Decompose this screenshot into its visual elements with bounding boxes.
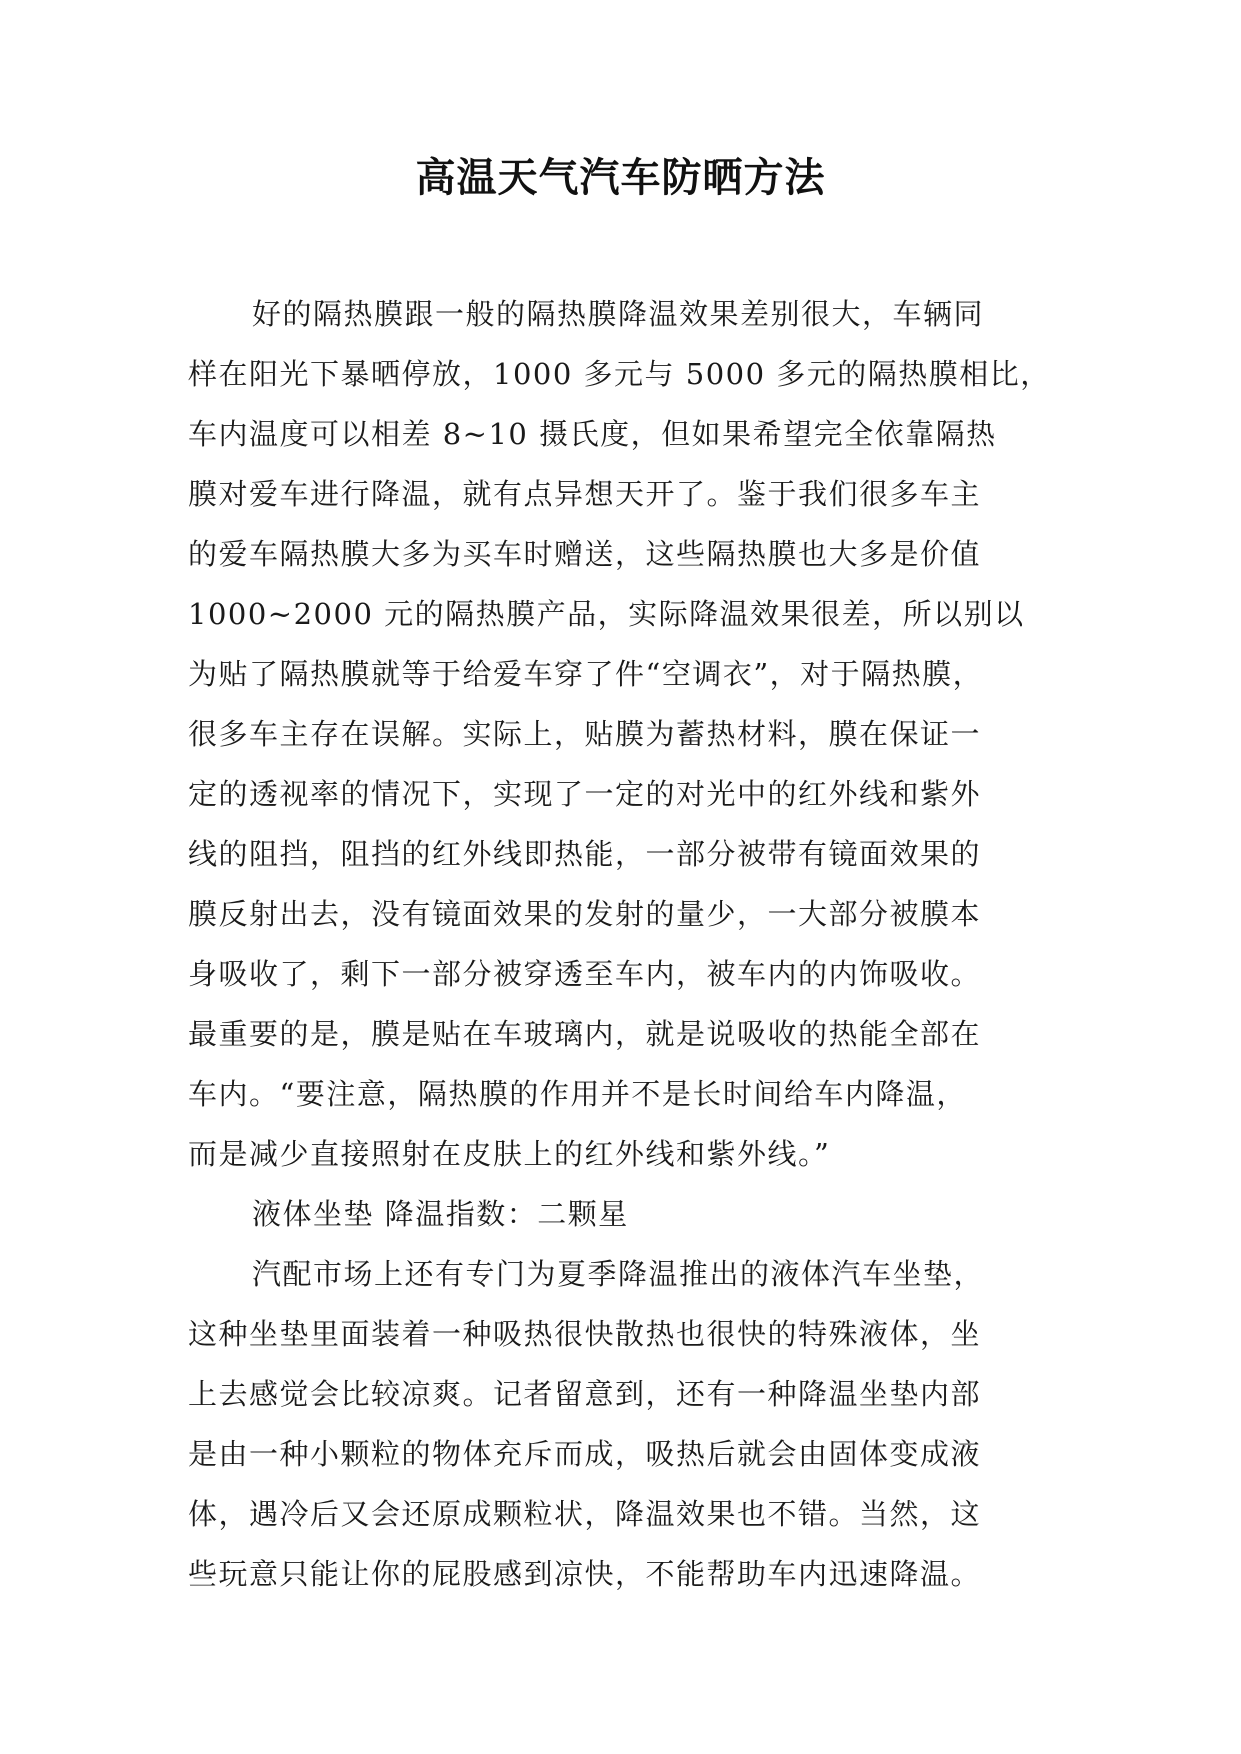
text-line: 而是减少直接照射在皮肤上的红外线和紫外线。” xyxy=(188,1137,831,1171)
text-line: 车内。“要注意，隔热膜的作用并不是长时间给车内降温， xyxy=(188,1077,967,1111)
section-heading-text: 液体坐垫 降温指数：二颗星 xyxy=(252,1197,629,1231)
document-body xyxy=(188,284,1068,1604)
paragraph-heat-film xyxy=(188,284,1068,1184)
section-heading-liquid-cushion xyxy=(188,1184,1068,1244)
paragraph-liquid-cushion xyxy=(188,1244,1068,1604)
text-line: 为贴了隔热膜就等于给爱车穿了件“空调衣”，对于隔热膜， xyxy=(188,657,984,691)
text-line: 1000~2000 元的隔热膜产品，实际降温效果很差，所以别以 xyxy=(188,597,1025,631)
text-line: 的爱车隔热膜大多为买车时赠送，这些隔热膜也大多是价值 xyxy=(188,537,982,571)
text-line: 膜反射出去，没有镜面效果的发射的量少，一大部分被膜本 xyxy=(188,897,982,931)
text-line: 这种坐垫里面装着一种吸热很快散热也很快的特殊液体，坐 xyxy=(188,1317,982,1351)
document-title: 高温天气汽车防晒方法 xyxy=(415,154,826,201)
text-line: 好的隔热膜跟一般的隔热膜降温效果差别很大，车辆同 xyxy=(252,297,985,331)
text-line: 很多车主存在误解。实际上，贴膜为蓄热材料，膜在保证一 xyxy=(188,717,982,751)
text-line: 定的透视率的情况下，实现了一定的对光中的红外线和紫外 xyxy=(188,777,982,811)
text-line: 最重要的是，膜是贴在车玻璃内，就是说吸收的热能全部在 xyxy=(188,1017,982,1051)
text-line: 是由一种小颗粒的物体充斥而成，吸热后就会由固体变成液 xyxy=(188,1437,982,1471)
text-line: 汽配市场上还有专门为夏季降温推出的液体汽车坐垫， xyxy=(252,1257,985,1291)
text-line: 些玩意只能让你的屁股感到凉快，不能帮助车内迅速降温。 xyxy=(188,1557,982,1591)
text-line: 线的阻挡，阻挡的红外线即热能，一部分被带有镜面效果的 xyxy=(188,837,982,871)
text-line: 身吸收了，剩下一部分被穿透至车内，被车内的内饰吸收。 xyxy=(188,957,982,991)
text-line: 体，遇冷后又会还原成颗粒状，降温效果也不错。当然，这 xyxy=(188,1497,982,1531)
text-line: 车内温度可以相差 8~10 摄氏度，但如果希望完全依靠隔热 xyxy=(188,417,997,451)
text-line: 样在阳光下暴晒停放，1000 多元与 5000 多元的隔热膜相比， xyxy=(188,357,1051,391)
text-line: 上去感觉会比较凉爽。记者留意到，还有一种降温坐垫内部 xyxy=(188,1377,982,1411)
text-line: 膜对爱车进行降温，就有点异想天开了。鉴于我们很多车主 xyxy=(188,477,982,511)
